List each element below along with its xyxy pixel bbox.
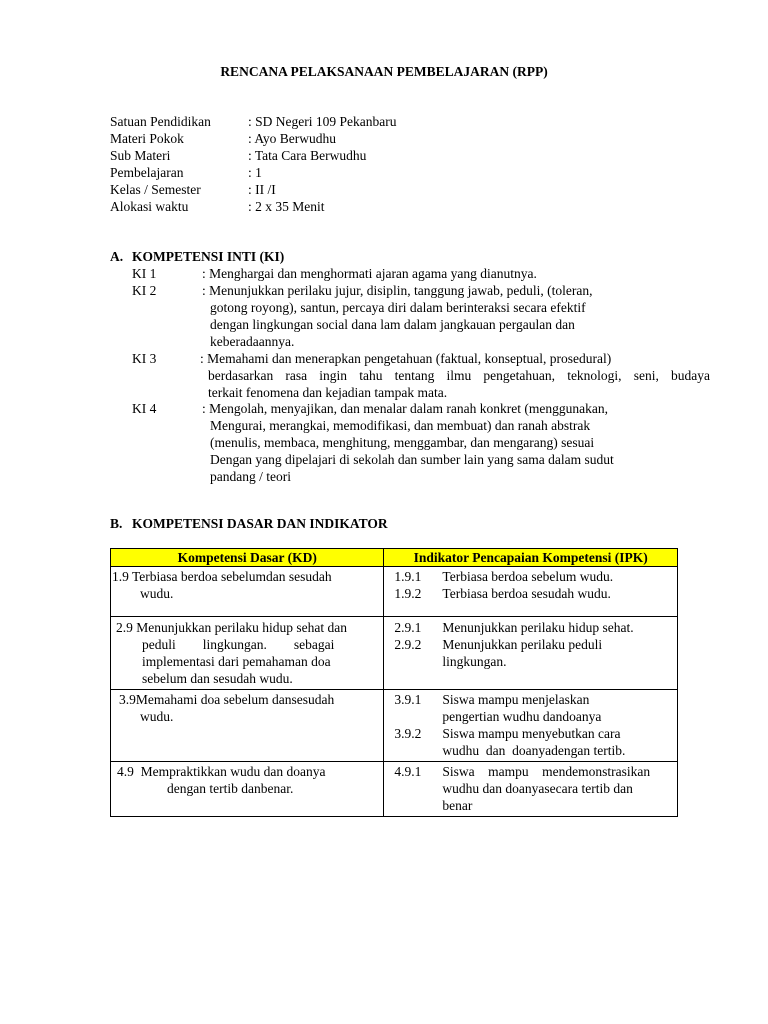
- table-row: [111, 617, 678, 690]
- kd-line: peduli lingkungan. sebagai: [142, 637, 335, 652]
- ipk-line: Siswa mampu menyebutkan cara: [442, 726, 621, 741]
- kd-indicator-table: [110, 548, 678, 817]
- identity-value: : Tata Cara Berwudhu: [248, 148, 367, 163]
- ki-text: [200, 350, 712, 401]
- ki-code: KI 1: [132, 266, 157, 281]
- kd-line: 1.9 Terbiasa berdoa sebelumdan sesudah: [112, 569, 332, 584]
- header-kd: Kompetensi Dasar (KD): [111, 549, 384, 567]
- ki-line: gotong royong), santun, percaya diri dalam berinteraksi secara efektif: [210, 300, 586, 315]
- ipk-number: 2.9.2: [394, 637, 422, 652]
- ipk-line: lingkungan.: [442, 654, 507, 669]
- ki-text: [202, 400, 714, 485]
- ki-line: (menulis, membaca, menghitung, menggambar, dan mengarang) sesuai: [210, 435, 595, 450]
- ipk-item: [387, 568, 674, 585]
- ki-line: keberadaannya.: [210, 334, 295, 349]
- ipk-number: 3.9.2: [394, 726, 422, 741]
- identity-label: Sub Materi: [110, 148, 171, 163]
- section-letter: A.: [110, 249, 124, 264]
- ki-line: : Memahami dan menerapkan pengetahuan (faktual, konseptual, prosedural): [200, 351, 612, 366]
- ipk-item: [387, 691, 674, 725]
- ki-line: berdasarkan rasa ingin tahu tentang ilmu pengetahuan, teknologi, seni, budaya: [208, 368, 710, 383]
- ki-code: KI 4: [132, 401, 157, 416]
- ipk-number: 2.9.1: [394, 620, 422, 635]
- ipk-line: wudhu dan doanyadengan tertib.: [442, 743, 626, 758]
- ipk-line: Siswa mampu menjelaskan: [442, 692, 590, 707]
- identity-label: Materi Pokok: [110, 131, 184, 146]
- ipk-item: [387, 619, 674, 636]
- ki-line: : Menunjukkan perilaku jujur, disiplin, tanggung jawab, peduli, (toleran,: [202, 283, 593, 298]
- ipk-line: benar: [442, 798, 473, 813]
- table-header-row: [111, 549, 678, 567]
- kd-line: 2.9 Menunjukkan perilaku hidup sehat dan: [116, 620, 347, 635]
- kd-line: dengan tertib danbenar.: [167, 781, 294, 796]
- identity-value: : 2 x 35 Menit: [248, 199, 325, 214]
- document-title: RENCANA PELAKSANAAN PEMBELAJARAN (RPP): [220, 64, 548, 79]
- ki-line: dengan lingkungan social dana lam dalam jangkauan pergaulan dan: [210, 317, 575, 332]
- ipk-item: [387, 763, 674, 814]
- ipk-line: Terbiasa berdoa sebelum wudu.: [442, 569, 614, 584]
- table-row: [111, 762, 678, 817]
- section-a-heading: [110, 248, 284, 265]
- ipk-item: [387, 636, 674, 670]
- kd-cell: [111, 690, 384, 762]
- ipk-number: 1.9.2: [394, 586, 422, 601]
- kd-cell: [111, 617, 384, 690]
- identity-value: : 1: [248, 165, 262, 180]
- kd-line: wudu.: [140, 586, 174, 601]
- kd-line: 3.9Memahami doa sebelum dansesudah: [119, 692, 335, 707]
- section-letter: B.: [110, 516, 123, 531]
- ipk-cell: [384, 690, 678, 762]
- ipk-number: 4.9.1: [394, 764, 422, 779]
- ipk-line: Menunjukkan perilaku hidup sehat.: [442, 620, 634, 635]
- ipk-line: pengertian wudhu dandoanya: [442, 709, 602, 724]
- ki-code: KI 3: [132, 351, 157, 366]
- ipk-line: wudhu dan doanyasecara tertib dan: [442, 781, 633, 796]
- ipk-cell: [384, 567, 678, 617]
- ki-line: terkait fenomena dan kejadian tampak mata.: [208, 385, 448, 400]
- ki-line: : Menghargai dan menghormati ajaran agama yang dianutnya.: [202, 266, 537, 281]
- ki-line: pandang / teori: [210, 469, 291, 484]
- identity-label: Satuan Pendidikan: [110, 114, 211, 129]
- identity-label: Pembelajaran: [110, 165, 184, 180]
- kd-line: implementasi dari pemahaman doa: [142, 654, 331, 669]
- identity-value: : Ayo Berwudhu: [248, 131, 337, 146]
- kd-cell: [111, 762, 384, 817]
- ki-line: Dengan yang dipelajari di sekolah dan sumber lain yang sama dalam sudut: [210, 452, 614, 467]
- table-row: [111, 690, 678, 762]
- identity-label: Kelas / Semester: [110, 182, 201, 197]
- table-row: [111, 567, 678, 617]
- section-title: KOMPETENSI DASAR DAN INDIKATOR: [132, 516, 388, 531]
- kd-line: 4.9 Mempraktikkan wudu dan doanya: [117, 764, 326, 779]
- kd-line: wudu.: [140, 709, 174, 724]
- ki-line: : Mengolah, menyajikan, dan menalar dalam ranah konkret (menggunakan,: [202, 401, 608, 416]
- ki-code: KI 2: [132, 283, 157, 298]
- ki-line: Mengurai, merangkai, memodifikasi, dan membuat) dan ranah abstrak: [210, 418, 591, 433]
- header-ipk: Indikator Pencapaian Kompetensi (IPK): [384, 549, 678, 567]
- ipk-line: Siswa mampu mendemonstrasikan: [442, 764, 651, 779]
- ipk-line: Menunjukkan perilaku peduli: [442, 637, 603, 652]
- ipk-item: [387, 725, 674, 759]
- section-title: KOMPETENSI INTI (KI): [132, 249, 285, 264]
- ipk-line: Terbiasa berdoa sesudah wudu.: [442, 586, 611, 601]
- ki-text: [202, 265, 714, 282]
- ipk-cell: [384, 617, 678, 690]
- kd-cell: [111, 567, 384, 617]
- ki-text: [202, 282, 714, 350]
- ipk-cell: [384, 762, 678, 817]
- ipk-item: [387, 585, 674, 602]
- identity-value: : SD Negeri 109 Pekanbaru: [248, 114, 397, 129]
- ipk-number: 3.9.1: [394, 692, 422, 707]
- identity-value: : II /I: [248, 182, 276, 197]
- kd-line: sebelum dan sesudah wudu.: [142, 671, 293, 686]
- section-b-heading: [110, 515, 388, 532]
- identity-label: Alokasi waktu: [110, 199, 189, 214]
- ipk-number: 1.9.1: [394, 569, 422, 584]
